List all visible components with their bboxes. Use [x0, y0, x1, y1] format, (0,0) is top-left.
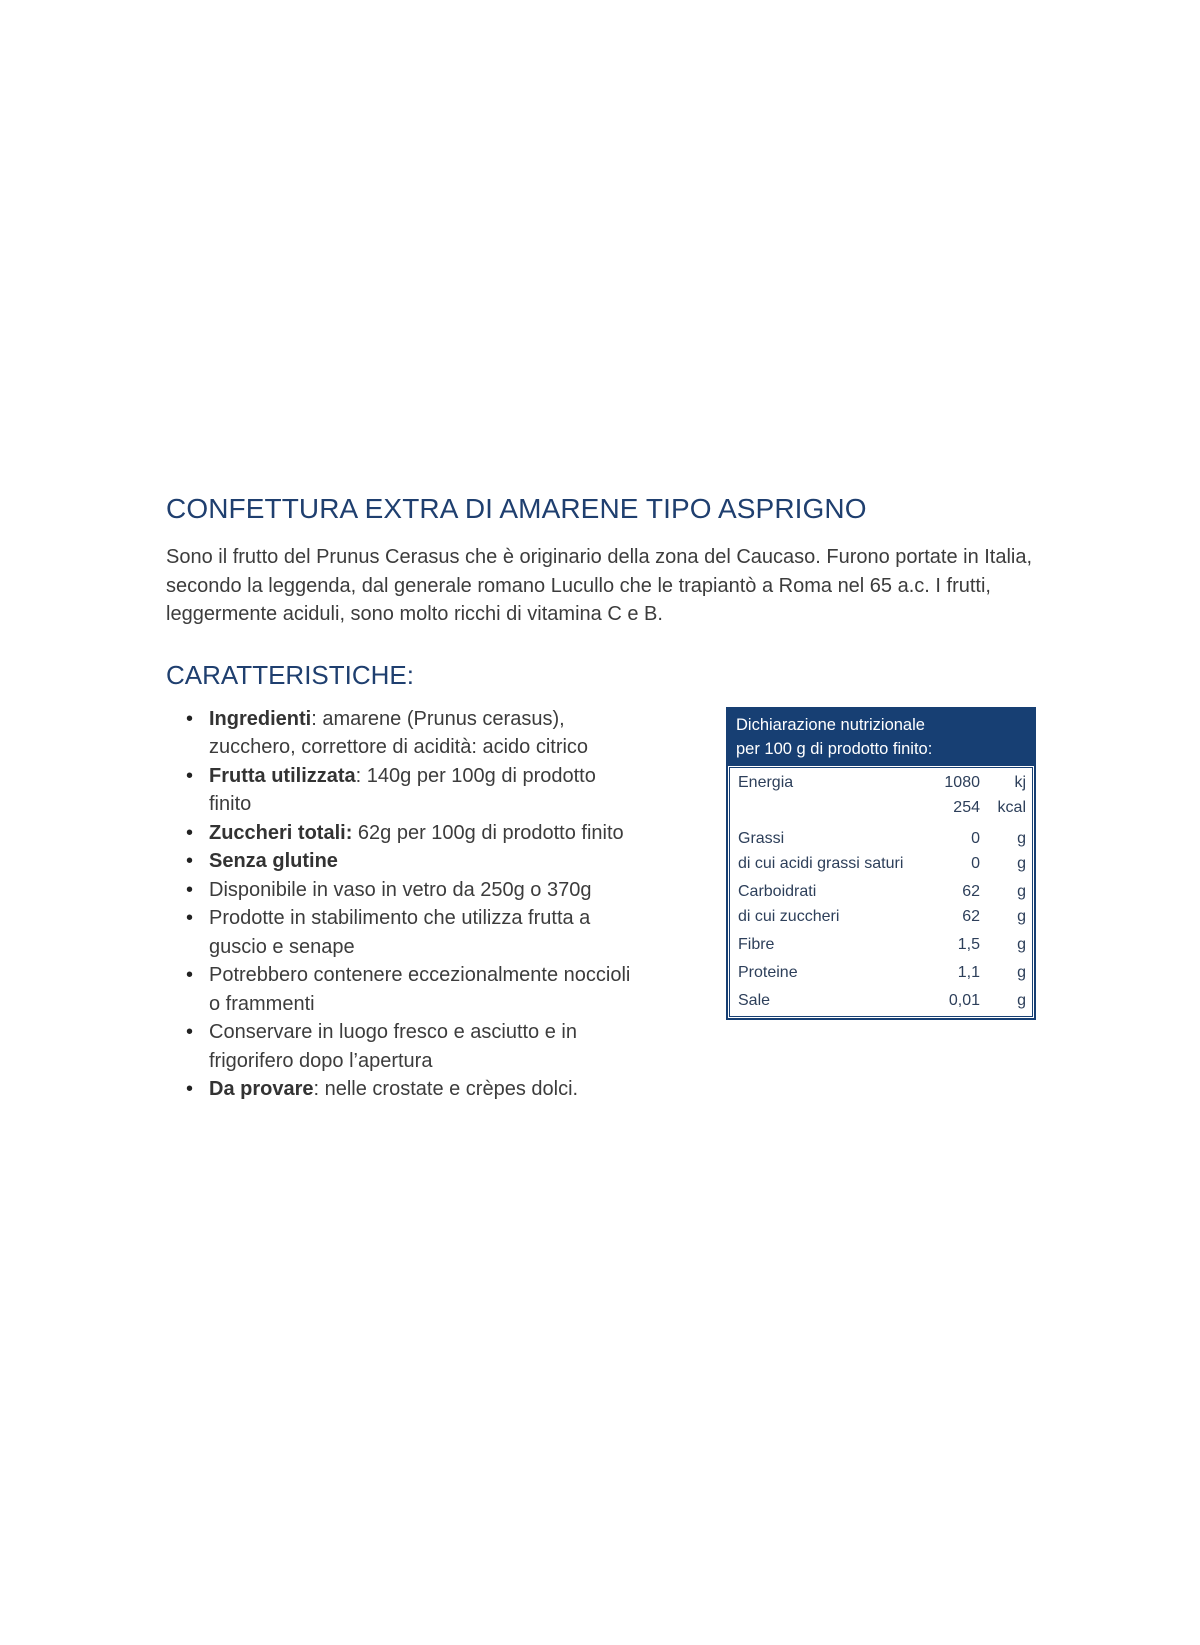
feature-text: : 140g per 100g di prodotto finito	[209, 764, 596, 815]
nutrition-value: 254	[953, 798, 980, 816]
bullet-icon: •	[186, 821, 194, 844]
nutrition-unit: g	[1017, 935, 1026, 953]
bullet-icon: •	[186, 878, 194, 901]
nutrition-value: 1,1	[957, 963, 980, 981]
feature-text: Potrebbero contenere eccezionalmente noccioli o frammenti	[209, 964, 631, 1015]
nutrition-header	[728, 709, 1034, 766]
nutrition-row-carbohydrates	[738, 879, 1026, 904]
nutrition-value: 0,01	[948, 991, 980, 1009]
list-item	[186, 705, 639, 762]
nutrition-unit: g	[1017, 963, 1026, 981]
feature-bold: Zuccheri totali:	[209, 821, 353, 844]
nutrition-unit: g	[1017, 991, 1026, 1009]
nutrition-label: di cui zuccheri	[738, 907, 840, 925]
nutrition-unit: g	[1017, 882, 1026, 900]
nutrition-unit: g	[1017, 829, 1026, 847]
nutrition-label: Energia	[738, 773, 794, 791]
nutrition-label: Carboidrati	[738, 882, 817, 900]
product-title: CONFETTURA EXTRA DI AMARENE TIPO ASPRIGNO	[166, 493, 867, 524]
nutrition-unit: g	[1017, 907, 1026, 925]
nutrition-label: Fibre	[738, 935, 775, 953]
nutrition-label: Sale	[738, 991, 771, 1009]
feature-text: Prodotte in stabilimento che utilizza frutta a guscio e senape	[209, 907, 591, 958]
feature-text: 62g per 100g di prodotto finito	[352, 821, 624, 844]
nutrition-row-sugars	[738, 904, 1026, 929]
nutrition-row-fat	[738, 826, 1026, 851]
nutrition-row-energy-kj	[738, 770, 1026, 795]
nutrition-header-line1: Dichiarazione nutrizionale	[736, 715, 925, 734]
list-item	[186, 762, 639, 819]
bullet-icon: •	[186, 764, 194, 787]
nutrition-unit: kj	[1014, 773, 1026, 791]
feature-bold: Senza glutine	[209, 850, 338, 872]
nutrition-value: 0	[971, 829, 980, 847]
features-list	[166, 705, 639, 1104]
features-and-nutrition	[166, 705, 1036, 1104]
nutrition-row-protein	[738, 960, 1026, 985]
feature-text: : nelle crostate e crèpes dolci.	[313, 1078, 579, 1100]
nutrition-row-fibre	[738, 932, 1026, 957]
nutrition-value: 62	[962, 882, 980, 900]
list-item	[186, 1018, 639, 1075]
nutrition-value: 62	[962, 907, 980, 925]
list-item	[186, 847, 639, 876]
nutrition-value: 1,5	[957, 935, 980, 953]
bullet-icon: •	[186, 1021, 194, 1043]
list-item	[186, 961, 639, 1018]
feature-text: : amarene (Prunus cerasus), zucchero, correttore di acidità: acido citrico	[209, 707, 589, 758]
nutrition-row-salt	[738, 988, 1026, 1013]
nutrition-label: Proteine	[738, 963, 798, 981]
nutrition-row-energy-kcal	[738, 795, 1026, 820]
bullet-icon: •	[186, 907, 194, 929]
feature-text: Disponibile in vaso in vetro da 250g o 370g	[209, 878, 592, 901]
list-item	[186, 876, 639, 905]
nutrition-label: Grassi	[738, 829, 785, 847]
bullet-icon: •	[186, 850, 194, 872]
feature-bold: Frutta utilizzata	[209, 764, 356, 787]
nutrition-unit: g	[1017, 854, 1026, 872]
nutrition-label: di cui acidi grassi saturi	[738, 854, 904, 872]
nutrition-header-line2: per 100 g di prodotto finito:	[736, 739, 933, 758]
list-item	[186, 819, 639, 848]
features-title: CARATTERISTICHE:	[166, 659, 414, 690]
list-item	[186, 1075, 639, 1104]
nutrition-body	[729, 767, 1033, 1017]
feature-bold: Ingredienti	[209, 707, 312, 730]
feature-text: Conservare in luogo fresco e asciutto e in frigorifero dopo l’apertura	[209, 1021, 577, 1072]
product-sheet	[166, 490, 1036, 1104]
bullet-icon: •	[186, 707, 194, 730]
feature-bold: Da provare	[209, 1078, 314, 1100]
list-item	[186, 904, 639, 961]
bullet-icon: •	[186, 1078, 194, 1100]
nutrition-value: 0	[971, 854, 980, 872]
nutrition-unit: kcal	[997, 798, 1026, 816]
nutrition-row-saturated-fat	[738, 851, 1026, 876]
nutrition-table	[726, 707, 1036, 1020]
bullet-icon: •	[186, 964, 194, 986]
nutrition-value: 1080	[944, 773, 980, 791]
product-intro: Sono il frutto del Prunus Cerasus che è originario della zona del Caucaso. Furono portate in Italia, secondo la leggenda, dal generale romano Lucullo che le trapiantò a Roma nel 65 a.c. I frutti, leggermente aciduli, sono molto ricchi di vitamina C e B.	[166, 546, 1033, 625]
